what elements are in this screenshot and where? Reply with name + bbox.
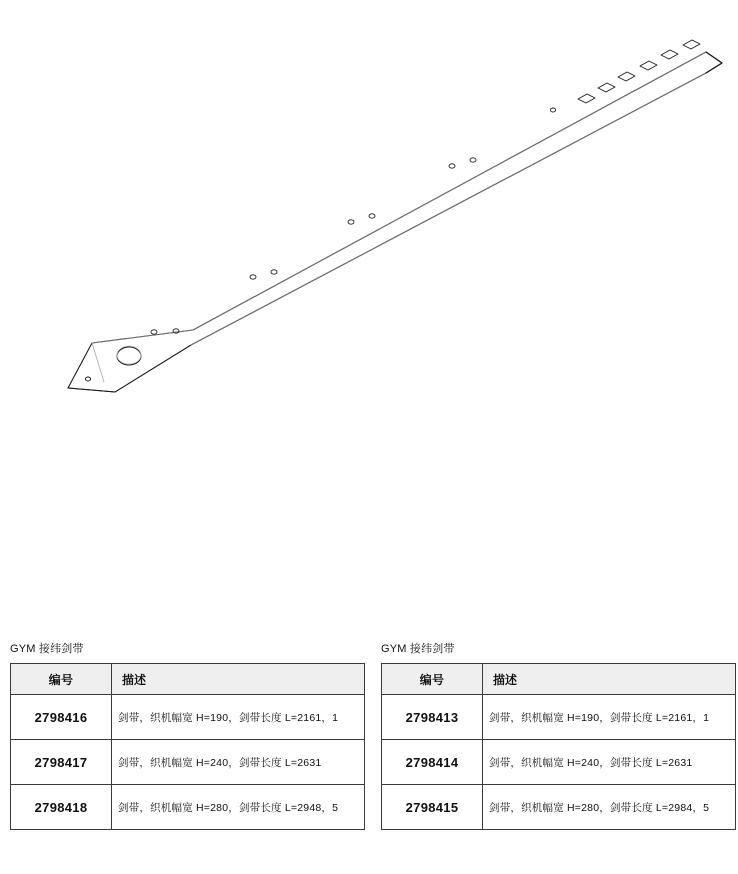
cell-description: 剑带，织机幅宽 H=190，剑带长度 L=2161，1 [112,695,365,740]
parts-tables [0,640,738,874]
table-header-row [11,664,365,695]
cell-description: 剑带，织机幅宽 H=280，剑带长度 L=2948，5 [112,785,365,830]
table-header-row [382,664,736,695]
cell-code: 2798418 [11,785,112,830]
parts-table-left [10,663,365,830]
table-row [382,695,736,740]
header-code: 编号 [382,664,483,695]
table-row [11,785,365,830]
table-row [382,785,736,830]
cell-code: 2798415 [382,785,483,830]
parts-table-block-right [381,640,736,830]
header-description: 描述 [483,664,736,695]
cell-code: 2798413 [382,695,483,740]
cell-description: 剑带，织机幅宽 H=240，剑带长度 L=2631 [112,740,365,785]
cell-code: 2798417 [11,740,112,785]
header-code: 编号 [11,664,112,695]
cell-code: 2798416 [11,695,112,740]
cell-code: 2798414 [382,740,483,785]
header-description: 描述 [112,664,365,695]
cell-description: 剑带，织机幅宽 H=280，剑带长度 L=2984，5 [483,785,736,830]
parts-table-right [381,663,736,830]
table-row [11,740,365,785]
parts-table-block-left [10,640,365,830]
table-row [382,740,736,785]
cell-description: 剑带，织机幅宽 H=190，剑带长度 L=2161，1 [483,695,736,740]
table-row [11,695,365,740]
tape-outline [68,52,722,392]
cell-description: 剑带，织机幅宽 H=240，剑带长度 L=2631 [483,740,736,785]
table-caption-left: GYM 接纬剑带 [10,643,84,655]
table-caption-right: GYM 接纬剑带 [381,643,455,655]
